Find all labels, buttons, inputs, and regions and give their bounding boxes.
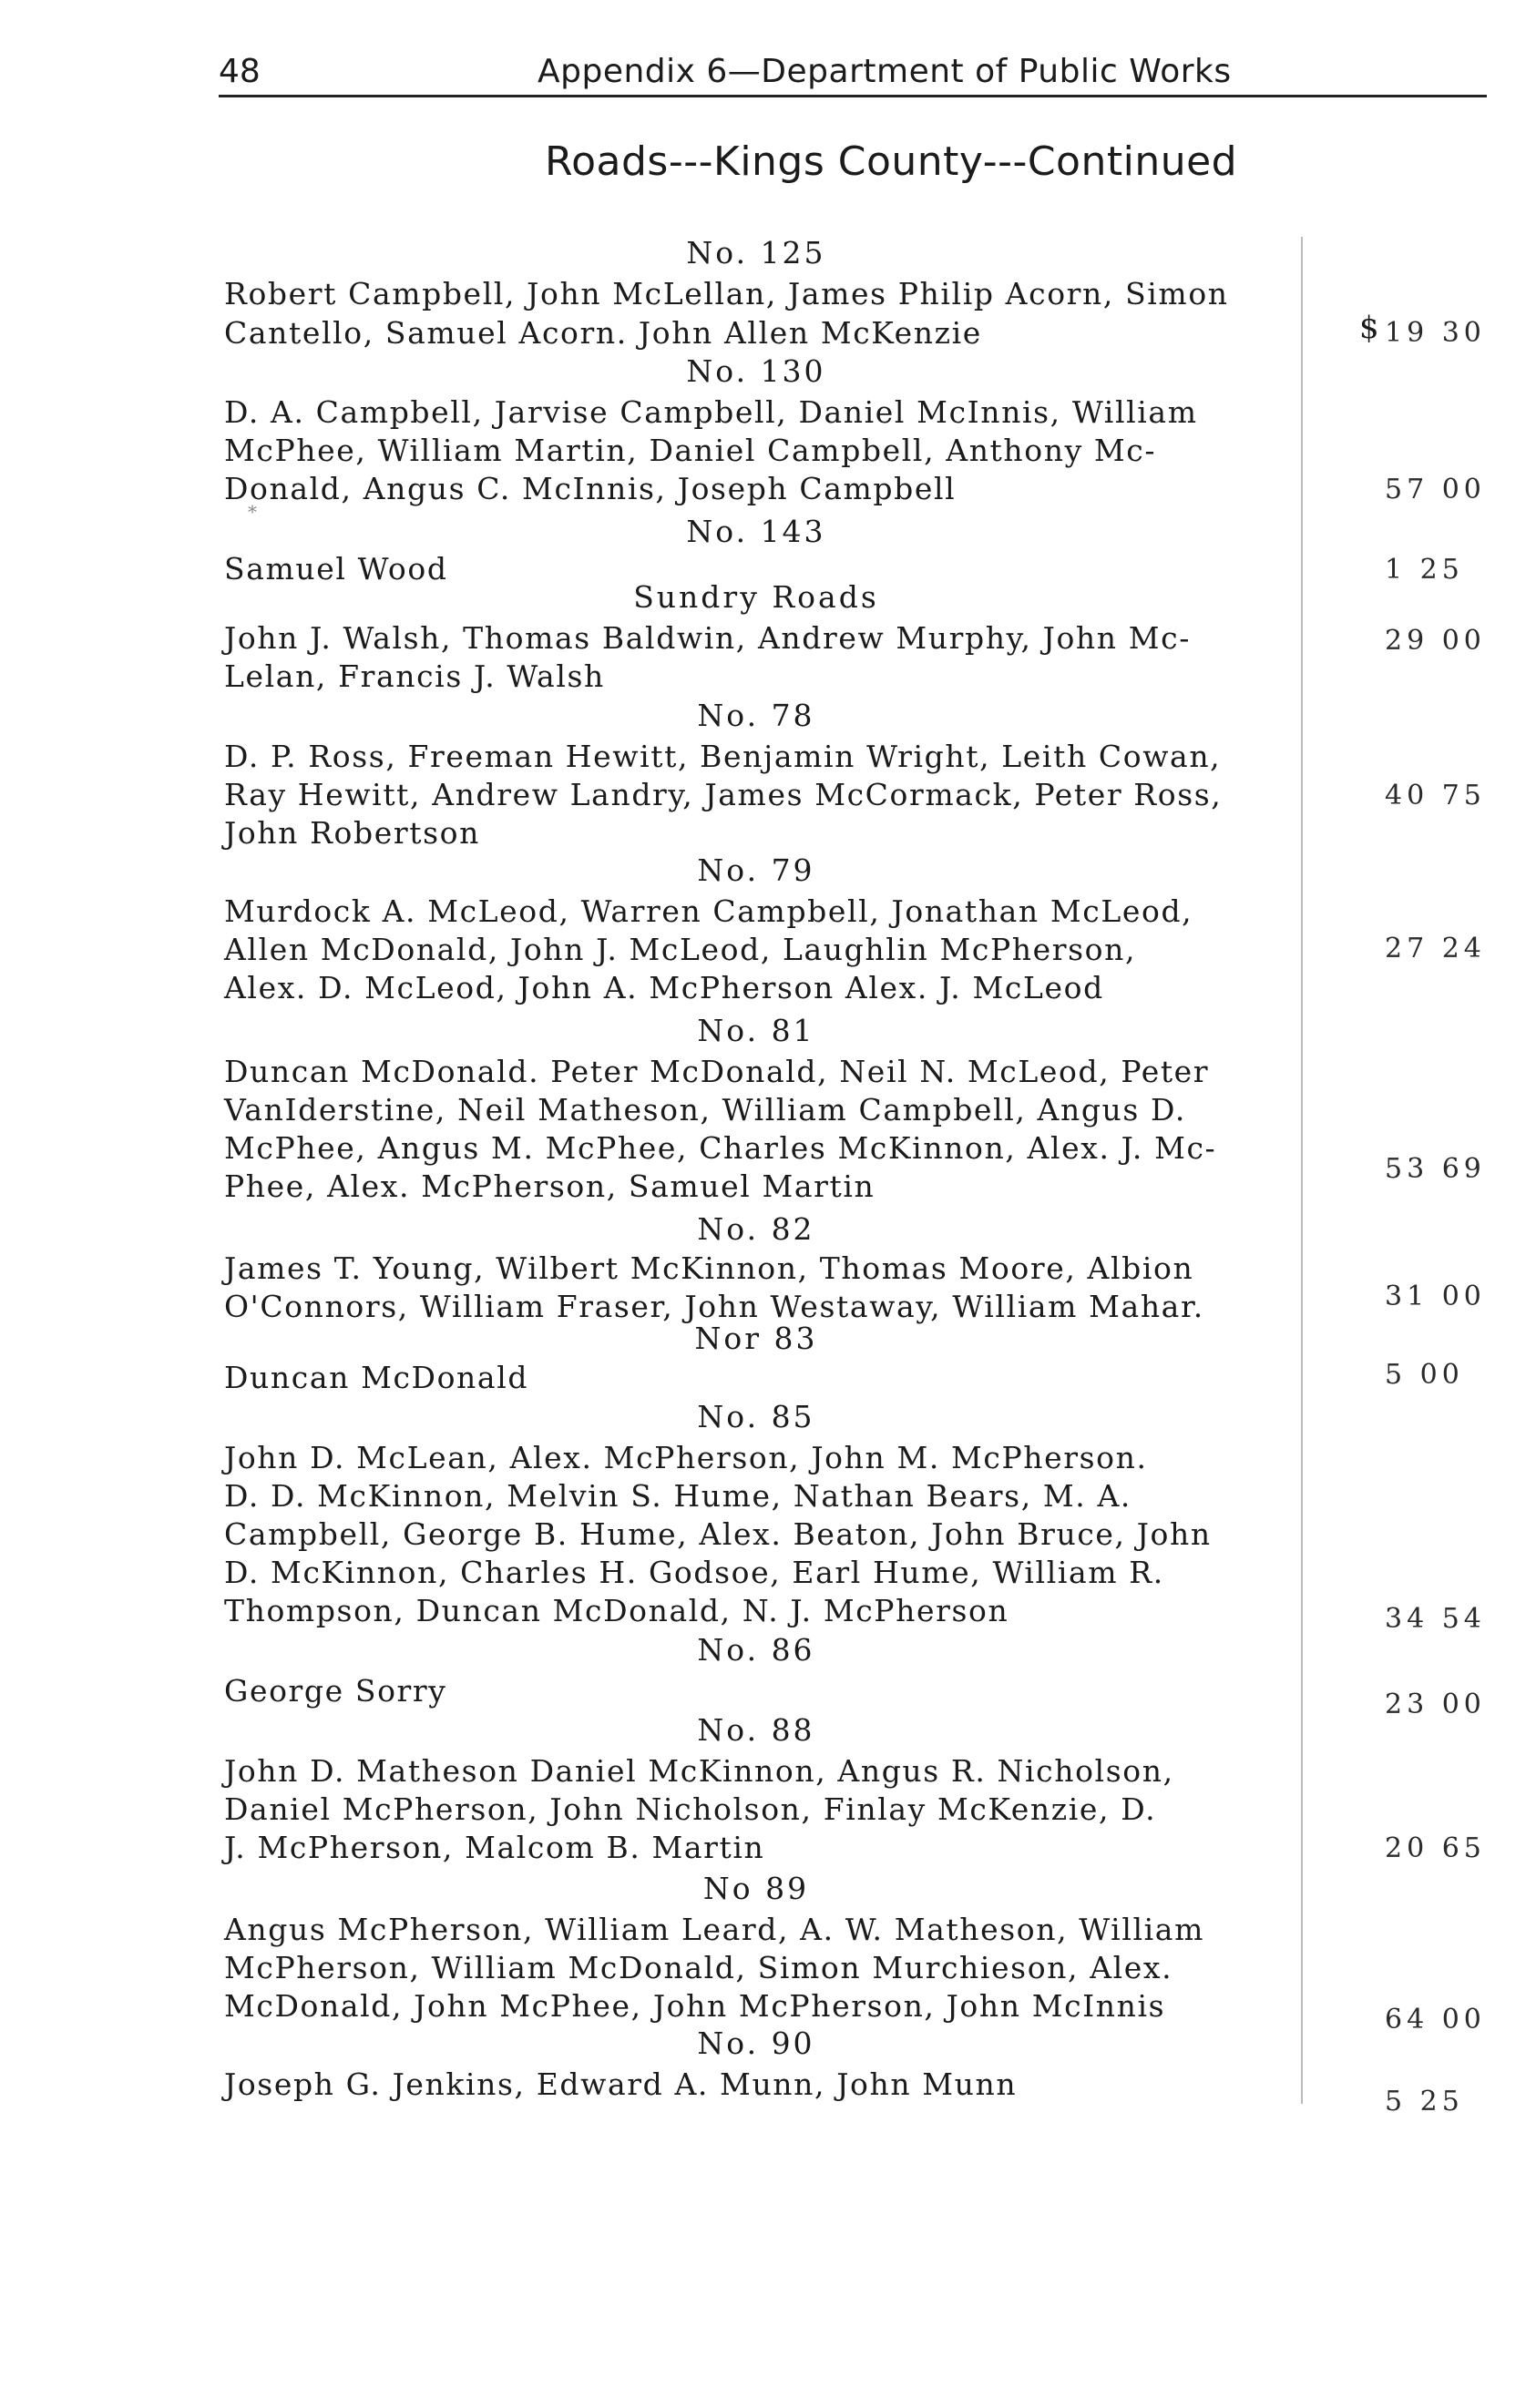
entry-names-line: Daniel McPherson, John Nicholson, Finlay McKenzie, D.: [224, 1791, 1157, 1827]
entry-heading: Sundry Roads: [633, 579, 879, 615]
entry-heading: No. 85: [697, 1399, 815, 1434]
entry-heading: No. 78: [697, 698, 815, 733]
entry-names-line: D. A. Campbell, Jarvise Campbell, Daniel McInnis, William: [224, 394, 1198, 430]
entry-heading: No. 82: [697, 1211, 815, 1247]
entry-names-line: Samuel Wood: [224, 551, 448, 587]
entry-names-line: Duncan McDonald. Peter McDonald, Neil N. McLeod, Peter: [224, 1054, 1210, 1089]
entry-names-line: D. McKinnon, Charles H. Godsoe, Earl Hume, William R.: [224, 1555, 1164, 1590]
entry-amount: 31 00: [1385, 1281, 1486, 1312]
entry-names-line: John D. McLean, Alex. McPherson, John M. McPherson.: [224, 1440, 1148, 1475]
entry-names-line: VanIderstine, Neil Matheson, William Campbell, Angus D.: [224, 1092, 1187, 1127]
column-rule: [1301, 237, 1303, 2104]
entry-names-line: James T. Young, Wilbert McKinnon, Thomas Moore, Albion: [224, 1250, 1194, 1286]
entry-amount: 1 25: [1385, 554, 1464, 586]
entry-heading: Nor 83: [694, 1321, 818, 1356]
entry-names-line: Cantello, Samuel Acorn. John Allen McKenzie: [224, 315, 982, 351]
entry-heading: No. 130: [686, 353, 826, 389]
entry-names-line: O'Connors, William Fraser, John Westaway, William Mahar.: [224, 1289, 1204, 1324]
entry-names-line: Donald, Angus C. McInnis, Joseph Campbell: [224, 471, 957, 506]
entry-names-line: Allen McDonald, John J. McLeod, Laughlin McPherson,: [224, 932, 1137, 967]
entry-names-line: Murdock A. McLeod, Warren Campbell, Jonathan McLeod,: [224, 893, 1193, 929]
entry-heading: No. 86: [697, 1632, 815, 1668]
section-title: Roads---Kings County---Continued: [545, 138, 1238, 185]
entry-heading: No. 79: [697, 852, 815, 888]
entry-names-line: McPhee, Angus M. McPhee, Charles McKinnon, Alex. J. Mc-: [224, 1130, 1217, 1166]
entry-amount: 20 65: [1385, 1832, 1486, 1864]
page-number: 48: [219, 53, 261, 90]
entry-names-line: Lelan, Francis J. Walsh: [224, 658, 605, 694]
entry-names-line: John Robertson: [224, 815, 480, 851]
entry-names-line: Campbell, George B. Hume, Alex. Beaton, John Bruce, John: [224, 1516, 1212, 1552]
entry-names-line: J. McPherson, Malcom B. Martin: [224, 1830, 765, 1865]
entry-amount: 29 00: [1385, 625, 1486, 657]
entry-names-line: Thompson, Duncan McDonald, N. J. McPherson: [224, 1593, 1009, 1628]
entry-heading: No. 90: [697, 2025, 815, 2061]
entry-amount: 19 30: [1385, 317, 1486, 349]
entry-amount: 34 54: [1385, 1603, 1486, 1635]
entry-names-line: McPherson, William McDonald, Simon Murchieson, Alex.: [224, 1950, 1173, 1985]
page-header: [219, 47, 1487, 97]
currency-symbol: $: [1359, 310, 1379, 346]
entry-amount: 57 00: [1385, 474, 1486, 505]
entry-names-line: Alex. D. McLeod, John A. McPherson Alex. J. McLeod: [224, 970, 1104, 1005]
entry-names-line: McPhee, William Martin, Daniel Campbell, Anthony Mc-: [224, 433, 1157, 468]
entry-heading: No 89: [702, 1871, 810, 1906]
running-head: Appendix 6—Department of Public Works: [538, 53, 1232, 90]
entry-names-line: Phee, Alex. McPherson, Samuel Martin: [224, 1168, 876, 1204]
entry-names-line: D. D. McKinnon, Melvin S. Hume, Nathan Bears, M. A.: [224, 1478, 1132, 1514]
entry-names-line: Ray Hewitt, Andrew Landry, James McCormack, Peter Ross,: [224, 777, 1223, 812]
entry-names-line: Duncan McDonald: [224, 1360, 529, 1395]
entry-names-line: D. P. Ross, Freeman Hewitt, Benjamin Wright, Leith Cowan,: [224, 739, 1222, 774]
entry-names-line: John D. Matheson Daniel McKinnon, Angus R. Nicholson,: [224, 1753, 1174, 1789]
entry-amount: 5 25: [1385, 2086, 1464, 2117]
entry-heading: No. 88: [697, 1712, 815, 1748]
entry-amount: 53 69: [1385, 1153, 1486, 1185]
stray-mark: *: [248, 501, 257, 523]
entry-heading: No. 125: [686, 235, 826, 270]
entry-names-line: George Sorry: [224, 1673, 447, 1709]
entry-amount: 27 24: [1385, 933, 1486, 964]
entry-names-line: McDonald, John McPhee, John McPherson, John McInnis: [224, 1988, 1166, 2024]
entry-heading: No. 81: [697, 1013, 815, 1048]
entry-amount: 23 00: [1385, 1689, 1486, 1720]
entry-heading: No. 143: [686, 514, 826, 549]
entry-names-line: Angus McPherson, William Leard, A. W. Matheson, William: [224, 1912, 1204, 1947]
entry-names-line: Robert Campbell, John McLellan, James Philip Acorn, Simon: [224, 276, 1229, 311]
entry-names-line: Joseph G. Jenkins, Edward A. Munn, John Munn: [224, 2066, 1018, 2102]
entry-amount: 40 75: [1385, 780, 1486, 811]
entry-names-line: John J. Walsh, Thomas Baldwin, Andrew Murphy, John Mc-: [224, 620, 1191, 656]
entry-amount: 5 00: [1385, 1359, 1464, 1391]
entry-amount: 64 00: [1385, 2004, 1486, 2036]
